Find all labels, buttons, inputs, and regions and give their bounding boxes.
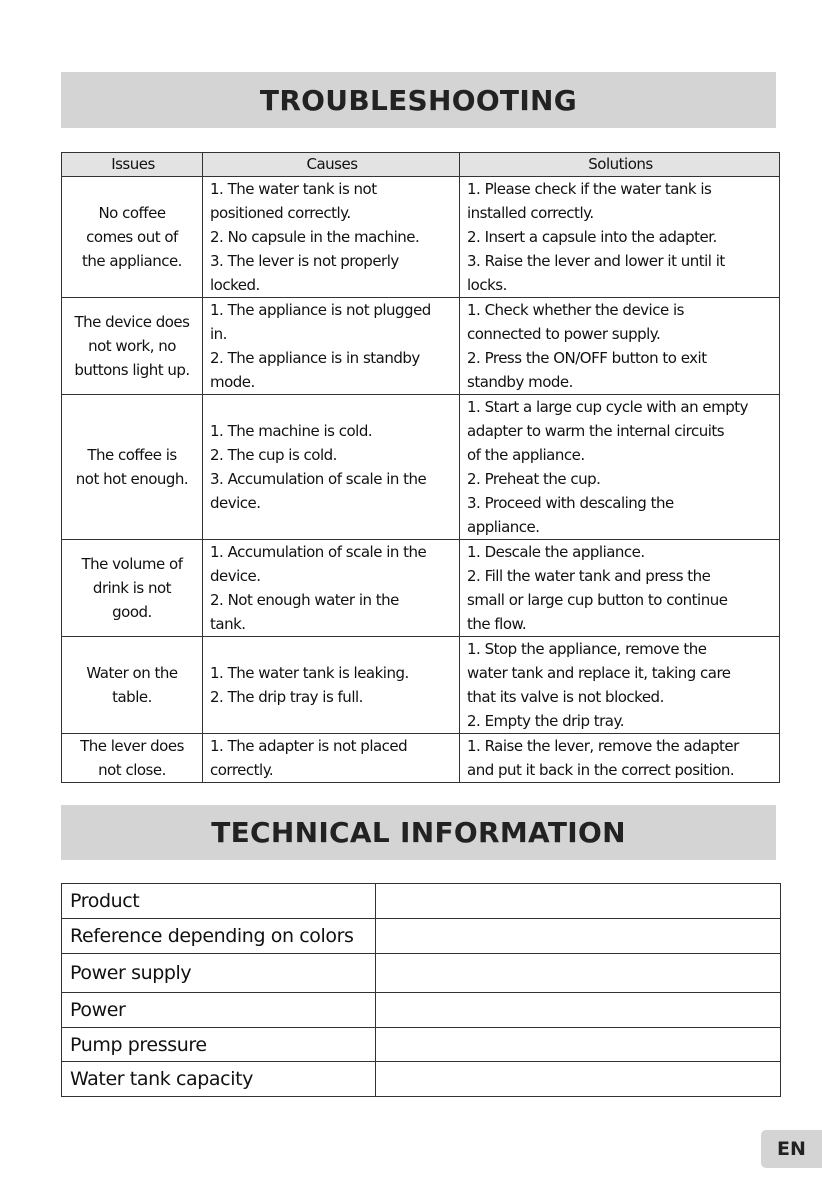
issue-cell: The lever does not close. [62, 734, 203, 783]
language-tab: EN [761, 1130, 822, 1168]
issue-cell: The coffee is not hot enough. [62, 395, 203, 540]
solutions-cell: 1. Raise the lever, remove the adapter and put it back in the correct position. [460, 734, 780, 783]
table-row [62, 298, 780, 395]
issue-cell: The volume of drink is not good. [62, 540, 203, 637]
spec-row [62, 993, 781, 1028]
spec-row [62, 1028, 781, 1062]
spec-label: Power [62, 993, 376, 1028]
table-row [62, 395, 780, 540]
solutions-cell: 1. Stop the appliance, remove the water tank and replace it, taking care that its valve is not blocked. 2. Empty the drip tray. [460, 637, 780, 734]
spec-value [376, 884, 781, 919]
spec-label: Product [62, 884, 376, 919]
spec-value [376, 1062, 781, 1097]
causes-cell: 1. Accumulation of scale in the device. 2. Not enough water in the tank. [203, 540, 460, 637]
causes-cell: 1. The appliance is not plugged in. 2. The appliance is in standby mode. [203, 298, 460, 395]
table-row [62, 540, 780, 637]
header-solutions: Solutions [460, 153, 780, 177]
table-row [62, 734, 780, 783]
spec-row [62, 919, 781, 954]
issue-cell: No coffee comes out of the appliance. [62, 177, 203, 298]
troubleshooting-title: TROUBLESHOOTING [61, 72, 776, 128]
spec-row [62, 954, 781, 993]
solutions-cell: 1. Please check if the water tank is installed correctly. 2. Insert a capsule into the adapter. 3. Raise the lever and lower it until it locks. [460, 177, 780, 298]
spec-value [376, 1028, 781, 1062]
header-causes: Causes [203, 153, 460, 177]
spec-label: Pump pressure [62, 1028, 376, 1062]
spec-value [376, 919, 781, 954]
issue-cell: The device does not work, no buttons light up. [62, 298, 203, 395]
technical-information-title: TECHNICAL INFORMATION [61, 805, 776, 860]
spec-label: Water tank capacity [62, 1062, 376, 1097]
technical-information-table [61, 883, 781, 1097]
table-row [62, 177, 780, 298]
solutions-cell: 1. Descale the appliance. 2. Fill the water tank and press the small or large cup button to continue the flow. [460, 540, 780, 637]
causes-cell: 1. The machine is cold. 2. The cup is cold. 3. Accumulation of scale in the device. [203, 395, 460, 540]
solutions-cell: 1. Start a large cup cycle with an empty adapter to warm the internal circuits of the appliance. 2. Preheat the cup. 3. Proceed with descaling the appliance. [460, 395, 780, 540]
causes-cell: 1. The water tank is not positioned correctly. 2. No capsule in the machine. 3. The lever is not properly locked. [203, 177, 460, 298]
solutions-cell: 1. Check whether the device is connected to power supply. 2. Press the ON/OFF button to exit standby mode. [460, 298, 780, 395]
spec-row [62, 1062, 781, 1097]
table-row [62, 637, 780, 734]
table-header-row [62, 153, 780, 177]
spec-label: Power supply [62, 954, 376, 993]
spec-row [62, 884, 781, 919]
issue-cell: Water on the table. [62, 637, 203, 734]
header-issues: Issues [62, 153, 203, 177]
spec-value [376, 954, 781, 993]
causes-cell: 1. The water tank is leaking. 2. The drip tray is full. [203, 637, 460, 734]
causes-cell: 1. The adapter is not placed correctly. [203, 734, 460, 783]
spec-value [376, 993, 781, 1028]
troubleshooting-table [61, 152, 780, 783]
spec-label: Reference depending on colors [62, 919, 376, 954]
